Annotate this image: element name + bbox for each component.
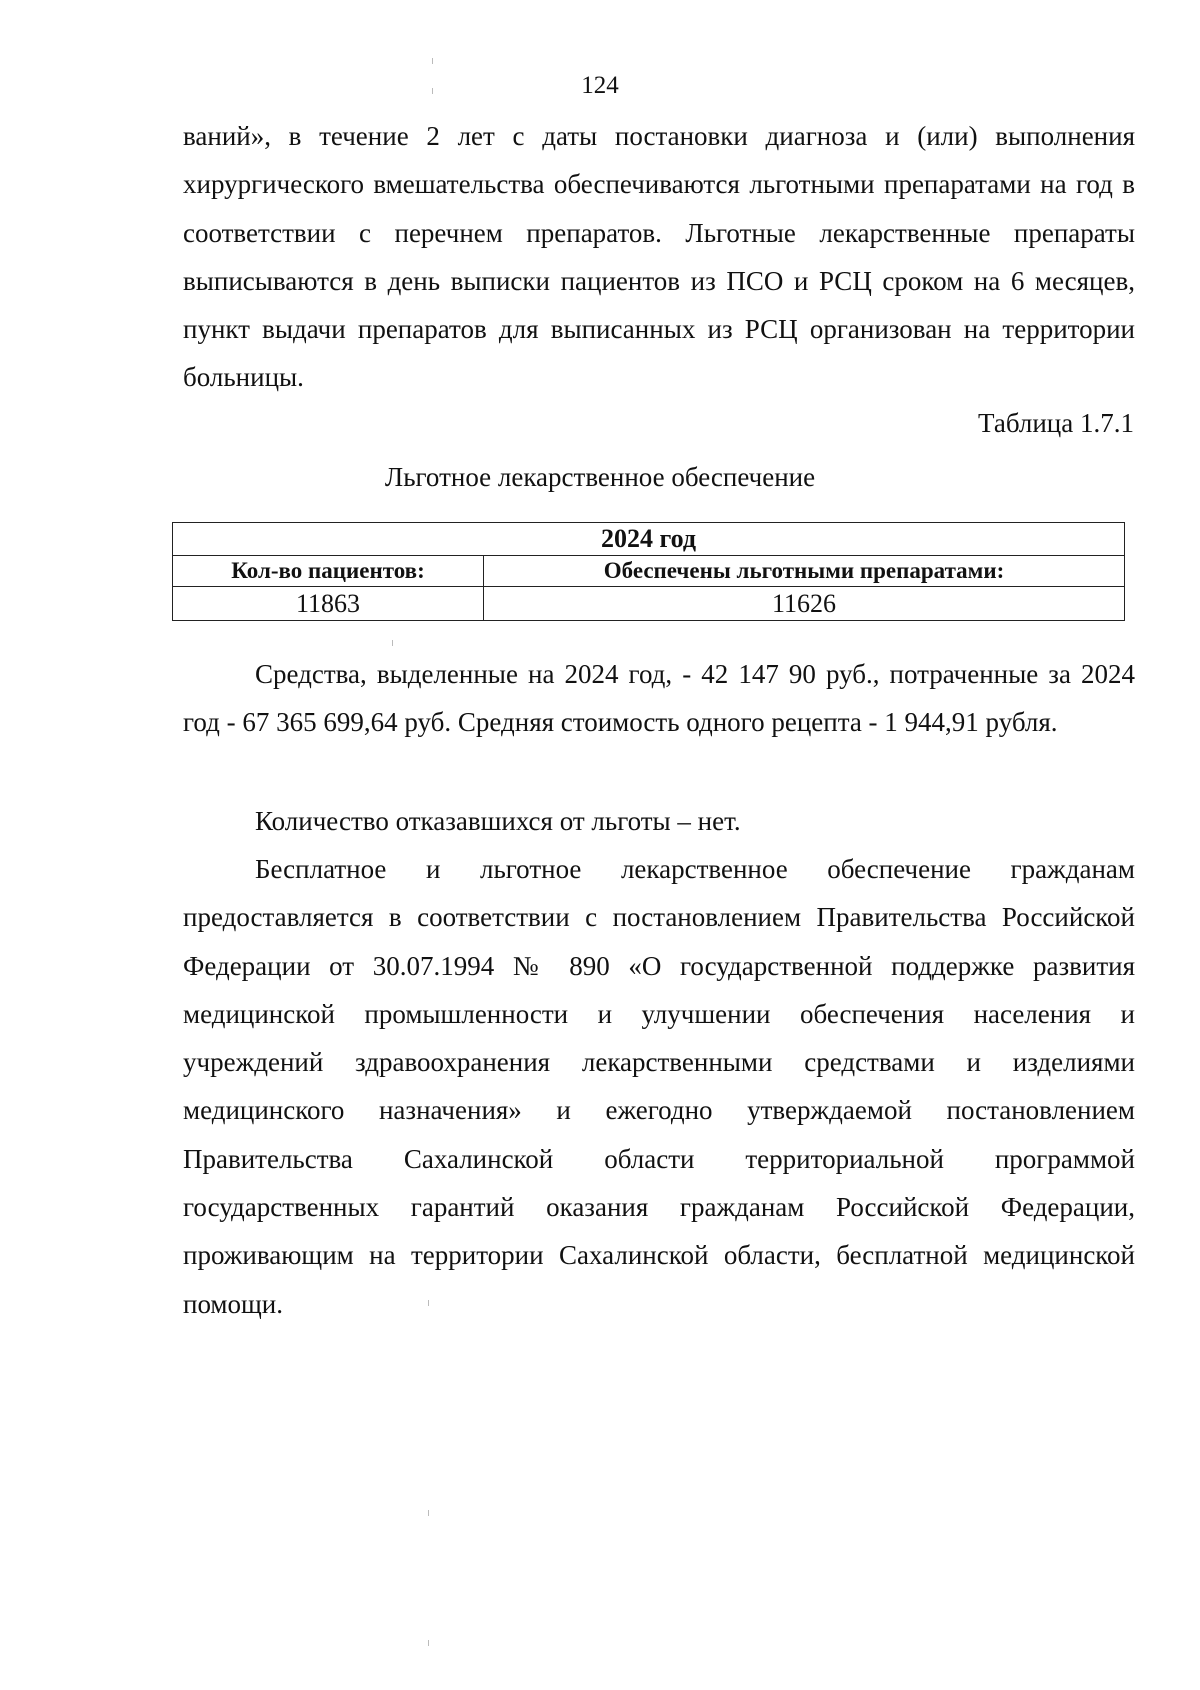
column-header-provided: Обеспечены льготными препаратами: bbox=[484, 556, 1125, 587]
table-header-row bbox=[173, 556, 1125, 587]
page-number: 124 bbox=[581, 72, 619, 99]
scan-artifact bbox=[428, 1300, 429, 1306]
paragraph-funding: Средства, выделенные на 2024 год, - 42 147 90 руб., потраченные за 2024 год - 67 365 699,64 руб. Средняя стоимость одного рецепта - 1 944,91 рубля. bbox=[183, 659, 1135, 738]
scan-artifact bbox=[432, 88, 433, 94]
paragraph-refusals: Количество отказавшихся от льготы – нет. bbox=[255, 806, 741, 836]
scan-artifact bbox=[432, 58, 433, 64]
table-year-header: 2024 год bbox=[173, 523, 1125, 556]
paragraph-prescriptions: ваний», в течение 2 лет с даты постановки диагноза и (или) выполнения хирургического вмешательства обеспечиваются льготными препаратами на год в соответствии с перечнем препаратов. Льготные лекарственные препараты выписываются в день выписки пациентов из ПСО и РСЦ сроком на 6 месяцев, пункт выдачи препаратов для выписанных из РСЦ организован на территории больницы. bbox=[183, 121, 1135, 393]
cell-provided-count: 11626 bbox=[484, 587, 1125, 621]
column-header-patients: Кол-во пациентов: bbox=[173, 556, 484, 587]
paragraph-legal-basis: Бесплатное и льготное лекарственное обеспечение гражданам предоставляется в соответствии с постановлением Правительства Российской Федерации от 30.07.1994 № 890 «О государственной поддержке развития медицинской промышленности и улучшении обеспечения населения и учреждений здравоохранения лекарственными средствами и изделиями медицинского назначения» и ежегодно утверждаемой постановлением Правительства Сахалинской области территориальной программой государственных гарантий оказания гражданам Российской Федерации, проживающим на территории Сахалинской области, бесплатной медицинской помощи. bbox=[183, 854, 1135, 1319]
benefits-table bbox=[172, 522, 1125, 621]
table-row bbox=[173, 587, 1125, 621]
scan-artifact bbox=[428, 1640, 429, 1646]
scan-artifact bbox=[428, 1510, 429, 1516]
scan-artifact bbox=[392, 640, 393, 646]
table-title: Льготное лекарственное обеспечение bbox=[384, 462, 816, 492]
table-year-row bbox=[173, 523, 1125, 556]
table-label: Таблица 1.7.1 bbox=[978, 408, 1134, 438]
cell-patients-count: 11863 bbox=[173, 587, 484, 621]
